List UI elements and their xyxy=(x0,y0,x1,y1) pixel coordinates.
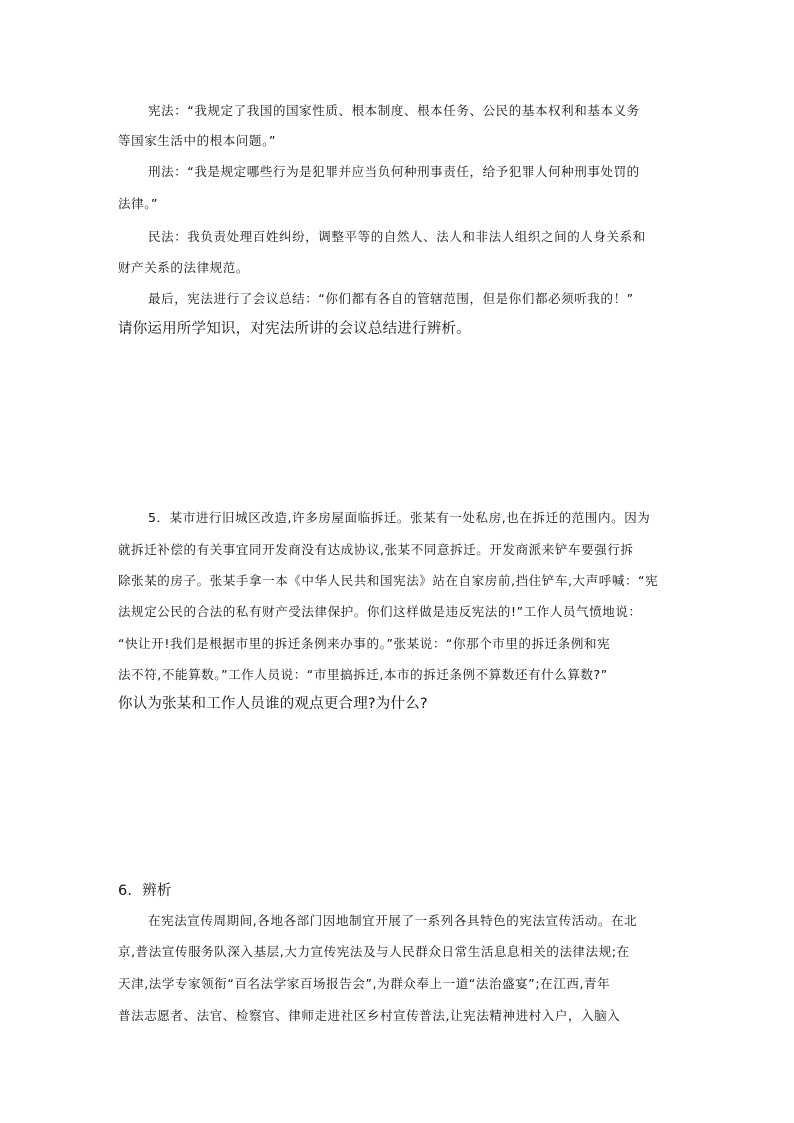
q4-line-7: 最后，宪法进行了会议总结：“你们都有各自的管辖范围，但是你们都必须听我的！” xyxy=(148,291,634,306)
q6-line-4: 普法志愿者、法官、检察官、律师走进社区乡村宣传普法,让宪法精神进村入户，入脑入 xyxy=(118,1008,621,1023)
q6-heading: 6．辨析 xyxy=(118,883,172,899)
q5-line-5: “快让开!我们是根据市里的拆迁条例来办事的。”张某说：“你那个市里的拆迁条例和宪 xyxy=(118,636,611,651)
q4-line-5: 民法：我负责处理百姓纠纷，调整平等的自然人、法人和非法人组织之间的人身关系和 xyxy=(148,229,646,244)
q6-line-1: 在宪法宣传周期间,各地各部门因地制宜开展了一系列各具特色的宪法宣传活动。在北 xyxy=(148,913,638,928)
q4-line-3: 刑法：“我是规定哪些行为是犯罪并应当负何种刑事责任，给予犯罪人何种刑事处罚的 xyxy=(148,164,640,179)
q5-line-3: 除张某的房子。张某手拿一本《中华人民共和国宪法》站在自家房前,挡住铲车,大声呼喊：“宪 xyxy=(118,573,659,588)
q4-line-1: 宪法：“我规定了我国的国家性质、根本制度、根本任务、公民的基本权利和基本义务 xyxy=(148,103,640,118)
q5-line-1: 5．某市进行旧城区改造,许多房屋面临拆迁。张某有一处私房,也在拆迁的范围内。因为 xyxy=(148,510,651,525)
q6-line-3: 天津,法学专家领衔“百名法学家百场报告会”,为群众奉上一道“法治盛宴”;在江西,青年 xyxy=(118,976,611,991)
q4-line-6: 财产关系的法律规范。 xyxy=(118,260,250,275)
q4-prompt: 请你运用所学知识，对宪法所讲的会议总结进行辨析。 xyxy=(118,321,471,337)
q5-prompt: 你认为张某和工作人员谁的观点更合理?为什么? xyxy=(118,696,428,712)
q6-line-2: 京,普法宣传服务队深入基层,大力宣传宪法及与人民群众日常生活息息相关的法律法规;在 xyxy=(118,944,630,959)
q4-line-4: 法律。” xyxy=(118,196,159,211)
q5-line-2: 就拆迁补偿的有关事宜同开发商没有达成协议,张某不同意拆迁。开发商派来铲车要强行拆 xyxy=(118,542,634,557)
q4-line-2: 等国家生活中的根本问题。” xyxy=(118,133,277,148)
q5-line-4: 法规定公民的合法的私有财产受法律保护。你们这样做是违反宪法的!”工作人员气愤地说： xyxy=(118,604,642,619)
q5-line-6: 法不符,不能算数。”工作人员说：“市里搞拆迁,本市的拆迁条例不算数还有什么算数?” xyxy=(118,667,608,682)
